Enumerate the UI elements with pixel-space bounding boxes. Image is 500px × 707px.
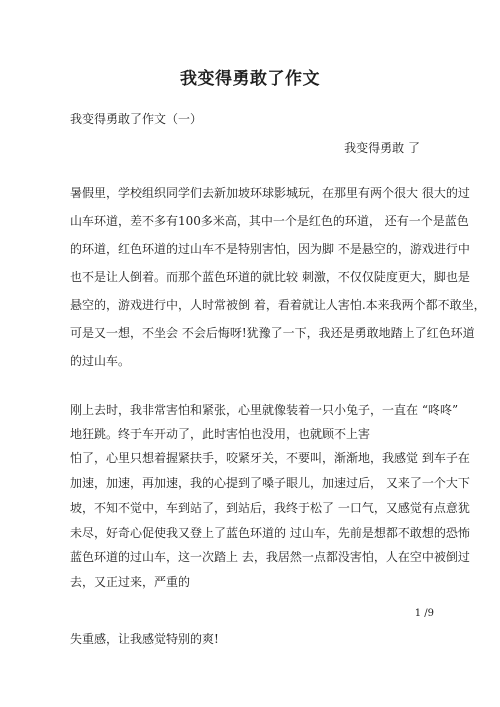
- text-line: 蓝色环道的过山车，这一次踏上 去，我居然一点都没害怕，人在空中被倒过: [70, 550, 470, 564]
- text-line: 坡，不知不觉中，车到站了，到站后，我终于松了 一口气，又感觉有点意犹: [70, 501, 470, 515]
- text-line: 的过山车。: [70, 354, 131, 368]
- text-line: 未尽，好奇心促使我又登上了蓝色环道的 过山车，先前是想都不敢想的恐怖: [70, 526, 470, 540]
- text-line: 悬空的，游戏进行中，人时常被倒 着，看着就让人害怕.本来我两个都不敢坐，: [70, 298, 486, 312]
- page-number: 1 /9: [414, 608, 434, 619]
- text-line: 山车环道，差不多有100多米高，其中一个是红色的环道， 还有一个是蓝色: [70, 214, 469, 228]
- essay-byline: 我变得勇敢 了: [344, 141, 420, 155]
- text-line: 的环道，红色环道的过山车不是特别害怕，因为脚 不是悬空的，游戏进行中: [70, 242, 470, 256]
- text-line: 加速，加速，再加速，我的心提到了嗓子眼儿，加速过后， 又来了一个大下: [70, 476, 470, 490]
- text-line: 去，又正过来，严重的: [70, 575, 191, 589]
- next-page-text: 失重感，让我感觉特别的爽!: [70, 632, 219, 646]
- text-line: 可是又一想，不坐会 不会后悔呀!犹豫了一下，我还是勇敢地踏上了红色环道: [70, 326, 475, 340]
- essay-subtitle: 我变得勇敢了作文（一）: [70, 112, 203, 126]
- text-line: 刚上去时，我非常害怕和紧张，心里就像装着一只小兔子，一直在 “咚咚”: [70, 403, 459, 417]
- text-line: 怕了，心里只想着握紧扶手，咬紧牙关，不要叫，渐渐地，我感觉 到车子在: [70, 451, 470, 465]
- text-line: 也不是让人倒着。而那个蓝色环道的就比较 刺激，不仅仅陡度更大，脚也是: [70, 270, 470, 284]
- text-line: 暑假里，学校组织同学们去新加坡环球影城玩，在那里有两个很大 很大的过: [70, 186, 470, 200]
- text-line: 地狂跳。终于车开动了，此时害怕也没用，也就顾不上害: [70, 427, 371, 441]
- page-title: 我变得勇敢了作文: [180, 69, 320, 89]
